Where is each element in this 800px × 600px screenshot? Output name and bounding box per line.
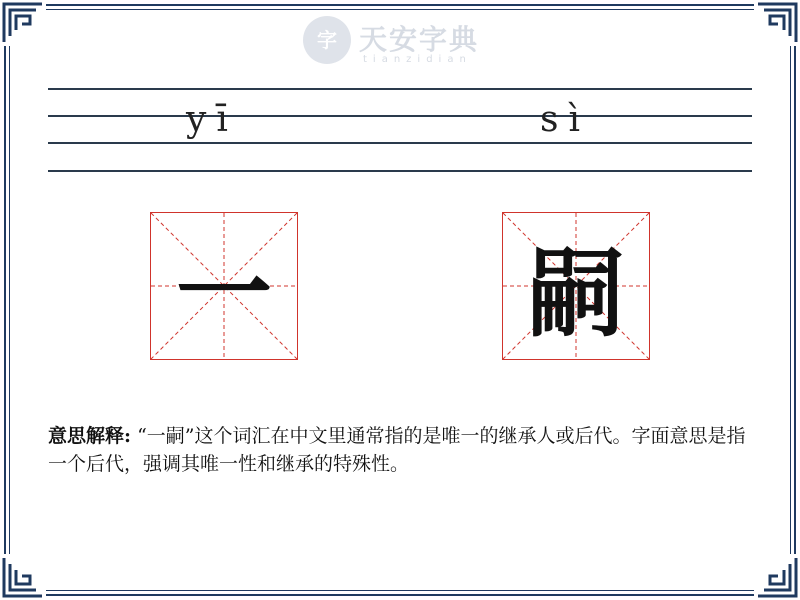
pinyin-line xyxy=(48,115,752,117)
pinyin-first: yī xyxy=(186,99,238,140)
logo-subtitle: tianzidian xyxy=(363,54,472,65)
corner-ornament-top-left xyxy=(0,0,46,46)
pinyin-line xyxy=(48,170,752,172)
corner-ornament-bottom-left xyxy=(0,554,46,600)
pinyin-line xyxy=(48,142,752,144)
character-first: 一 xyxy=(176,236,272,350)
character-second: 嗣 xyxy=(528,236,624,350)
site-logo xyxy=(303,14,493,70)
meaning-label: 意思解释: xyxy=(48,425,132,447)
corner-ornament-bottom-right xyxy=(754,554,800,600)
character-grid-first xyxy=(150,212,298,360)
meaning-paragraph xyxy=(48,422,748,478)
logo-seal-icon: 字 xyxy=(303,16,351,64)
meaning-text: “一嗣”这个词汇在中文里通常指的是唯一的继承人或后代。字面意思是指一个后代，强调其唯一性和继承的特殊性。 xyxy=(48,425,746,475)
pinyin-second: sì xyxy=(540,99,590,140)
character-grid-second xyxy=(502,212,650,360)
inner-border xyxy=(9,9,791,591)
pinyin-line xyxy=(48,88,752,90)
logo-name: 天安字典 xyxy=(359,23,480,56)
corner-ornament-top-right xyxy=(754,0,800,46)
